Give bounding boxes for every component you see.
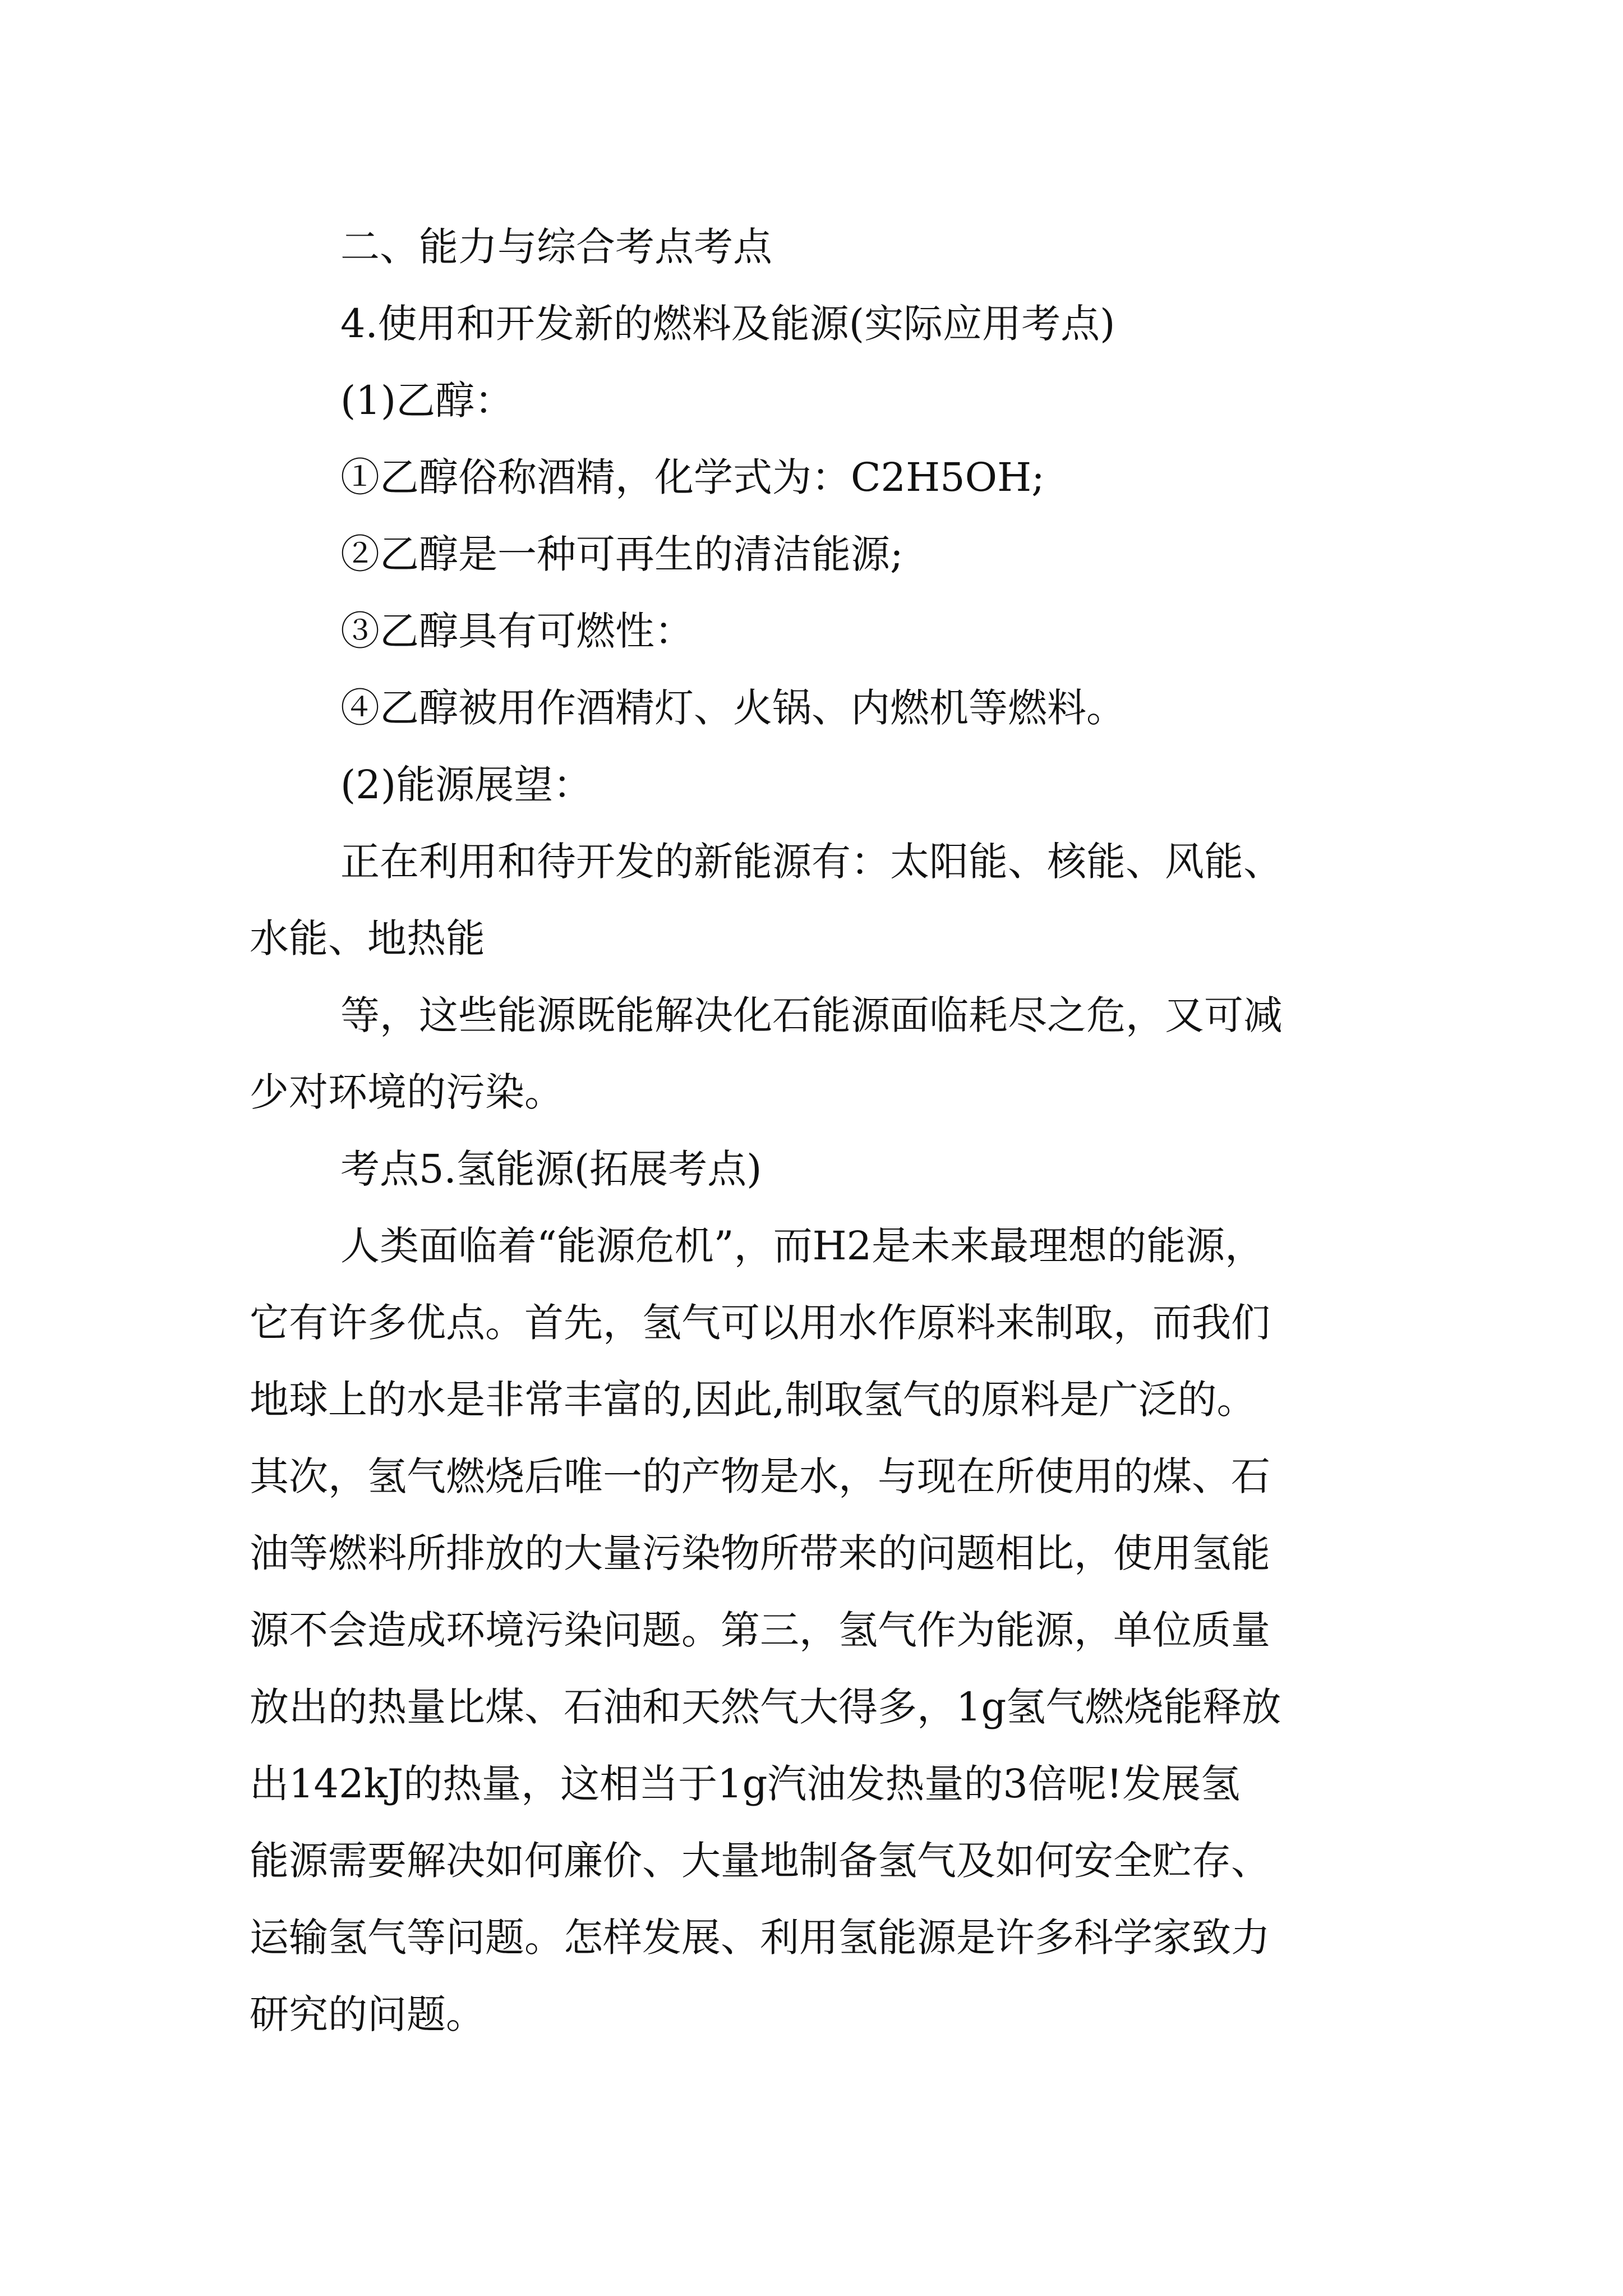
paragraph-line: 等，这些能源既能解决化石能源面临耗尽之危，又可减 <box>340 992 1283 1038</box>
paragraph-line: 其次，氢气燃烧后唯一的产物是水，与现在所使用的煤、石 <box>250 1453 1270 1499</box>
topic-heading: 4.使用和开发新的燃料及能源(实际应用考点) <box>340 301 1115 347</box>
section-heading: 二、能力与综合考点考点 <box>340 224 772 270</box>
document-body <box>250 209 1408 2053</box>
paragraph-line: 少对环境的污染。 <box>250 1069 564 1115</box>
paragraph-line: 研究的问题。 <box>250 1991 485 2037</box>
paragraph-line: 能源需要解决如何廉价、大量地制备氢气及如何安全贮存、 <box>250 1838 1270 1884</box>
paragraph-line: 出142kJ的热量，这相当于1g汽油发热量的3倍呢!发展氢 <box>250 1761 1241 1807</box>
paragraph-line: 水能、地热能 <box>250 915 485 961</box>
paragraph-line: 它有许多优点。首先，氢气可以用水作原料来制取，而我们 <box>250 1300 1270 1346</box>
paragraph-line: 放出的热量比煤、石油和天然气大得多，1g氢气燃烧能释放 <box>250 1684 1281 1730</box>
topic-heading: 考点5.氢能源(拓展考点) <box>340 1146 762 1192</box>
subtopic-heading: (1)乙醇： <box>340 378 514 424</box>
list-item: ④乙醇被用作酒精灯、火锅、内燃机等燃料。 <box>340 685 1126 731</box>
list-item: ②乙醇是一种可再生的清洁能源; <box>340 531 903 577</box>
list-item: ①乙醇俗称酒精，化学式为：C2H5OH; <box>340 454 1045 500</box>
list-item: ③乙醇具有可燃性： <box>340 608 694 654</box>
paragraph-line: 地球上的水是非常丰富的,因此,制取氢气的原料是广泛的。 <box>250 1377 1256 1423</box>
subtopic-heading: (2)能源展望： <box>340 762 593 808</box>
paragraph-line: 油等燃料所排放的大量污染物所带来的问题相比，使用氢能 <box>250 1530 1270 1576</box>
paragraph-line: 源不会造成环境污染问题。第三，氢气作为能源，单位质量 <box>250 1607 1270 1653</box>
paragraph-line: 正在利用和待开发的新能源有：太阳能、核能、风能、 <box>340 839 1283 885</box>
paragraph-line: 运输氢气等问题。怎样发展、利用氢能源是许多科学家致力 <box>250 1915 1270 1961</box>
paragraph-line: 人类面临着“能源危机”，而H2是未来最理想的能源， <box>340 1223 1265 1269</box>
